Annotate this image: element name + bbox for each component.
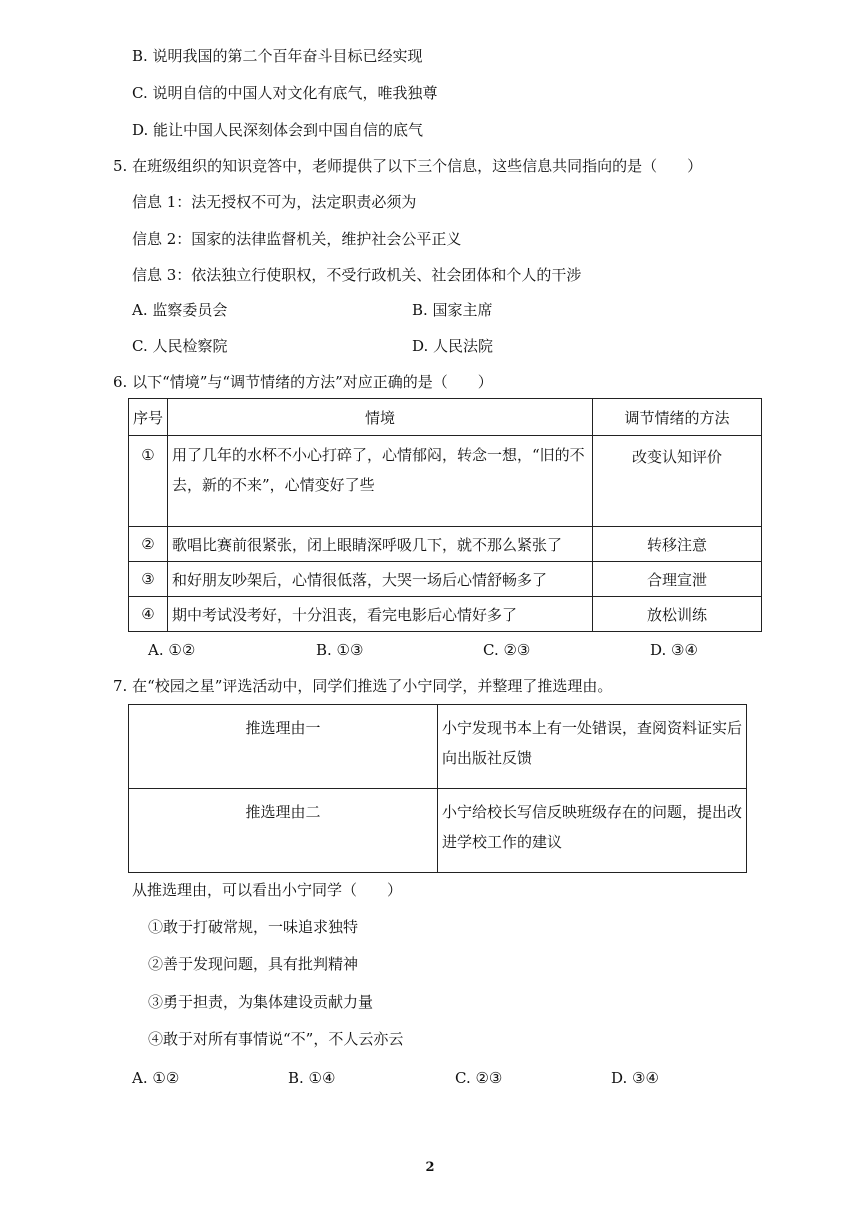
q4-option-c: C. 说明自信的中国人对文化有底气，唯我独尊 — [132, 84, 438, 102]
q4-option-b: B. 说明我国的第二个百年奋斗目标已经实现 — [132, 47, 423, 65]
q6-row-scene: 歌唱比赛前很紧张，闭上眼睛深呼吸几下，就不那么紧张了 — [168, 527, 593, 562]
q7-table — [128, 704, 747, 873]
q6-header-method: 调节情绪的方法 — [593, 399, 762, 436]
q6-option-a: A. ①② — [148, 641, 196, 659]
q6-row-no: ① — [129, 436, 168, 527]
q7-reason-value: 小宁发现书本上有一处错误，查阅资料证实后向出版社反馈 — [438, 705, 747, 789]
q6-row-method: 合理宣泄 — [593, 562, 762, 597]
table-row — [129, 436, 762, 527]
q6-option-b: B. ①③ — [316, 641, 364, 659]
q5-option-a: A. 监察委员会 — [132, 301, 228, 319]
q5-info-1: 信息 1：法无授权不可为，法定职责必须为 — [132, 193, 417, 211]
q6-table — [128, 398, 762, 632]
q6-row-scene: 和好朋友吵架后，心情很低落，大哭一场后心情舒畅多了 — [168, 562, 593, 597]
q5-stem: 5. 在班级组织的知识竞答中，老师提供了以下三个信息，这些信息共同指向的是（ ） — [113, 157, 703, 175]
q7-reason-value: 小宁给校长写信反映班级存在的问题，提出改进学校工作的建议 — [438, 789, 747, 873]
page-number: 2 — [425, 1160, 435, 1175]
q7-item-3: ③勇于担责，为集体建设贡献力量 — [148, 993, 374, 1011]
q6-row-method: 改变认知评价 — [593, 436, 762, 527]
q7-reason-key: 推选理由一 — [129, 705, 438, 789]
q7-option-a: A. ①② — [132, 1069, 180, 1087]
q6-row-method: 转移注意 — [593, 527, 762, 562]
q6-row-scene: 期中考试没考好，十分沮丧，看完电影后心情好多了 — [168, 597, 593, 632]
q5-option-c: C. 人民检察院 — [132, 337, 228, 355]
q6-option-c: C. ②③ — [483, 641, 531, 659]
q6-row-no: ④ — [129, 597, 168, 632]
q6-option-d: D. ③④ — [650, 641, 698, 659]
q6-header-scene: 情境 — [168, 399, 593, 436]
q4-option-d: D. 能让中国人民深刻体会到中国自信的底气 — [132, 121, 424, 139]
q5-info-2: 信息 2：国家的法律监督机关，维护社会公平正义 — [132, 230, 462, 248]
q7-item-2: ②善于发现问题，具有批判精神 — [148, 955, 359, 973]
q7-option-c: C. ②③ — [455, 1069, 503, 1087]
q7-question: 从推选理由，可以看出小宁同学（ ） — [132, 881, 403, 899]
table-row — [129, 562, 762, 597]
q7-item-1: ①敢于打破常规，一味追求独特 — [148, 918, 359, 936]
q7-stem: 7. 在“校园之星”评选活动中，同学们推选了小宁同学，并整理了推选理由。 — [113, 677, 613, 695]
table-row — [129, 527, 762, 562]
q5-option-d: D. 人民法院 — [412, 337, 494, 355]
q7-reason-key: 推选理由二 — [129, 789, 438, 873]
q6-row-no: ③ — [129, 562, 168, 597]
q5-option-b: B. 国家主席 — [412, 301, 493, 319]
q6-row-no: ② — [129, 527, 168, 562]
q6-stem: 6. 以下“情境”与“调节情绪的方法”对应正确的是（ ） — [113, 373, 493, 391]
q6-header-no: 序号 — [129, 399, 168, 436]
table-row — [129, 597, 762, 632]
q6-row-method: 放松训练 — [593, 597, 762, 632]
q7-option-d: D. ③④ — [611, 1069, 659, 1087]
q7-item-4: ④敢于对所有事情说“不”，不人云亦云 — [148, 1030, 404, 1048]
table-row — [129, 705, 747, 789]
q6-header-row — [129, 399, 762, 436]
q6-row-scene: 用了几年的水杯不小心打碎了，心情郁闷，转念一想，“旧的不去，新的不来”，心情变好了些 — [168, 436, 593, 527]
q7-option-b: B. ①④ — [288, 1069, 336, 1087]
q5-info-3: 信息 3：依法独立行使职权，不受行政机关、社会团体和个人的干涉 — [132, 266, 582, 284]
table-row — [129, 789, 747, 873]
